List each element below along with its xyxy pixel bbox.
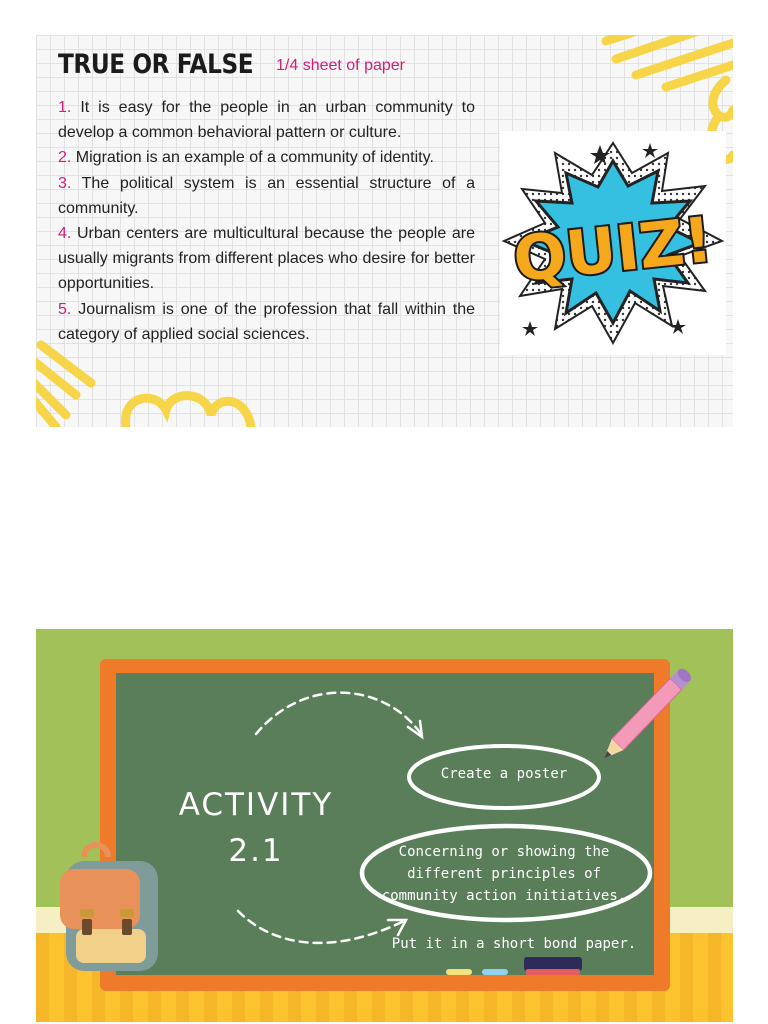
quiz-badge-image (500, 131, 726, 355)
step-concerning-line3: community action initiatives. (381, 888, 627, 904)
question-1 (58, 95, 475, 145)
step-concerning-line1: Concerning or showing the (398, 844, 610, 860)
quiz-questions (58, 95, 475, 347)
comic-burst-icon (500, 131, 726, 355)
question-text: Journalism is one of the profession that fall within the category of applied social sciences. (58, 300, 476, 343)
question-4 (58, 221, 475, 297)
question-number: 4. (58, 225, 72, 243)
question-5 (58, 297, 475, 347)
question-text: The political system is an essential structure of a community. (58, 174, 475, 217)
step-bond-paper: Put it in a short bond paper. (391, 936, 637, 952)
backpack-icon (36, 629, 733, 1022)
question-2 (58, 145, 475, 170)
step-concerning-line2: different principles of (407, 866, 601, 882)
question-text: Urban centers are multicultural because the people are usually migrants from different places who desire for better opportunities. (58, 225, 475, 293)
quiz-subtitle: 1/4 sheet of paper (276, 57, 405, 74)
question-text: Migration is an example of a community of identity. (75, 149, 434, 167)
quiz-slide (36, 35, 733, 427)
question-number: 2. (58, 149, 72, 167)
question-number: 5. (58, 300, 72, 318)
step-create-poster: Create a poster (440, 766, 568, 782)
question-text: It is easy for the people in an urban community to develop a common behavioral pattern or culture. (58, 99, 475, 142)
activity-title-line2: 2.1 (228, 833, 284, 869)
activity-title-line1: ACTIVITY (178, 787, 334, 823)
question-3 (58, 171, 475, 221)
yellow-scribble-bottom-left (36, 335, 276, 427)
question-number: 1. (58, 99, 72, 116)
activity-slide (36, 629, 733, 1022)
quiz-title: TRUE OR FALSE (58, 49, 254, 80)
quiz-badge-text: QUIZ! (509, 202, 716, 297)
question-number: 3. (58, 174, 72, 192)
